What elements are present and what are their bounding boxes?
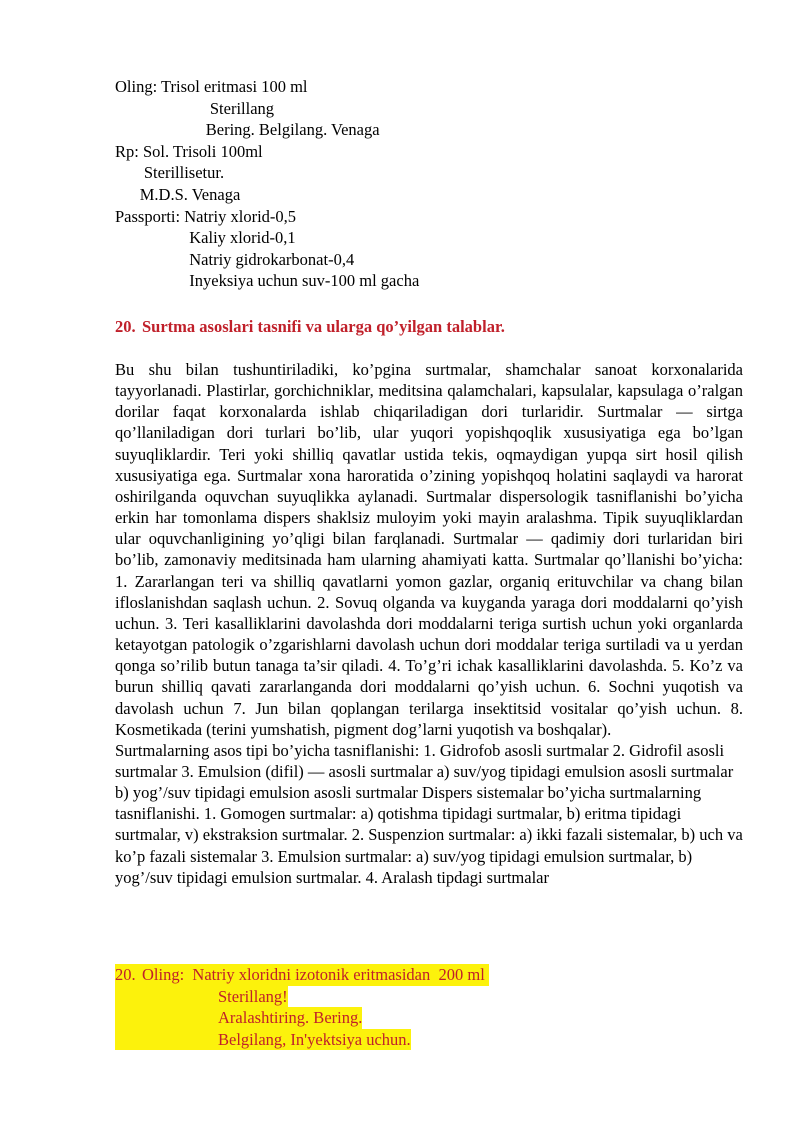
prescription-line: Belgilang, In'yektsiya uchun. — [218, 1029, 411, 1049]
highlighted-line — [115, 1007, 362, 1029]
prescription-line: Rp: Sol. Trisoli 100ml — [115, 141, 263, 161]
prescription-line: Sterillang — [115, 98, 275, 118]
highlighted-line — [115, 986, 288, 1008]
prescription-number: 20. — [115, 965, 136, 984]
highlighted-prescription — [115, 964, 489, 1050]
prescription-line: Natriy gidrokarbonat-0,4 — [115, 249, 355, 269]
prescription-line: Inyeksiya uchun suv-100 ml gacha — [115, 271, 420, 291]
prescription-line: M.D.S. Venaga — [115, 184, 241, 204]
prescription-line: Passporti: Natriy xlorid-0,5 — [115, 206, 297, 226]
body-text — [115, 359, 743, 888]
prescription-first-line: Oling: Natriy xloridni izotonik eritmasidan 200 ml — [142, 965, 485, 984]
paragraph: Bu shu bilan tushuntiriladiki, ko’pgina surtmalar, shamchalar sanoat korxonalarida tayyorlanadi. Plastirlar, gorchichniklar, meditsina qalamchalari, kapsulalar, kapsulaga o’ralgan dorilar faqat korxonalarda ishlab chiqariladigan dori turlaridir. Surtmalar — sirtga qo’llaniladigan dori turlari bo’lib, ular yuqori yopishqoqlik xususiyatiga ega bo’lgan suyuqliklardir. Teri yoki shilliq qavatlar ustida tekis, oqmaydigan yupqa sirt hosil qilish xususiyatiga ega. Surtmalar xona haroratida o’zining yopishqoq holatini saqlaydi va harorat oshirilganda oquvchan suyuqlikka aylanadi. Surtmalar dispersologik tasniflanishi bo’yicha erkin har tomonlama dispers shaklsiz muloyim yoki mayin aralashma. Tipik suyuqliklardan ular oquvchanligining yo’qligi bilan farqlanadi. Surtmalar — qadimiy dori turlaridan biri bo’lib, zamonaviy meditsinada ham ularning ahamiyati katta. Surtmalar qo’llanishi bo’yicha: 1. Zararlangan teri va shilliq qavatlarni yomon gazlar, organiq erituvchilar va chang bilan ifloslanishdan saqlash uchun. 2. Sovuq olganda va kuyganda yaraga dori moddalarni qo’yish uchun. 3. Teri kasalliklarini davolashda dori moddalarni teriga surtish uchun yoki organlarda ketayotgan patologik o’zgarishlarni davolash uchun dori moddalar teriga surtiladi va u yerdan qonga so’rilib butun tanaga ta’sir qiladi. 4. To’g’ri ichak kasalliklarini davolashda. 5. Ko’z va burun shilliq qavati zararlanganda dori moddalarni qo’yish uchun. 6. Sochni yuqotish va davolash uchun 7. Jun bilan qoplangan terilarga insektitsid vositalar qo’yish uchun. 8. Kosmetikada (terini yumshatish, pigment dog’larni yuqotish va boshqalar). — [115, 360, 743, 739]
section-title: Surtma asoslari tasnifi va ularga qo’yilgan talablar. — [142, 317, 505, 336]
prescription-line: Sterillisetur. — [115, 163, 225, 183]
highlighted-line — [115, 964, 489, 986]
prescription-line: Aralashtiring. Bering. — [218, 1008, 363, 1028]
section-heading — [115, 316, 505, 338]
prescription-line: Kaliy xlorid-0,1 — [115, 228, 296, 248]
section-number: 20. — [115, 317, 136, 336]
prescription-line: Bering. Belgilang. Venaga — [115, 120, 380, 140]
prescription-line: Oling: Trisol eritmasi 100 ml — [115, 77, 308, 96]
prescription-line: Sterillang! — [218, 986, 288, 1006]
paragraph: Surtmalarning asos tipi bo’yicha tasniflanishi: 1. Gidrofob asosli surtmalar 2. Gidrofil asosli surtmalar 3. Emulsion (difil) — asosli surtmalar a) suv/yog tipidagi emulsion asosli surtmalar b) yog’/suv tipidagi emulsion asosli surtmalar Dispers sistemalar bo’yicha surtmalarning tasniflanishi. 1. Gomogen surtmalar: a) qotishma tipidagi surtmalar, b) eritma tipidagi surtmalar, v) ekstraksion surtmalar. 2. Suspenzion surtmalar: a) ikki fazali sistemalar, b) uch va ko’p fazali sistemalar 3. Emulsion surtmalar: a) suv/yog tipidagi emulsion surtmalar, b) yog’/suv tipidagi emulsion surtmalar. 4. Aralash tipdagi surtmalar — [115, 740, 743, 887]
highlighted-line — [115, 1029, 411, 1051]
prescription-block — [115, 76, 419, 292]
